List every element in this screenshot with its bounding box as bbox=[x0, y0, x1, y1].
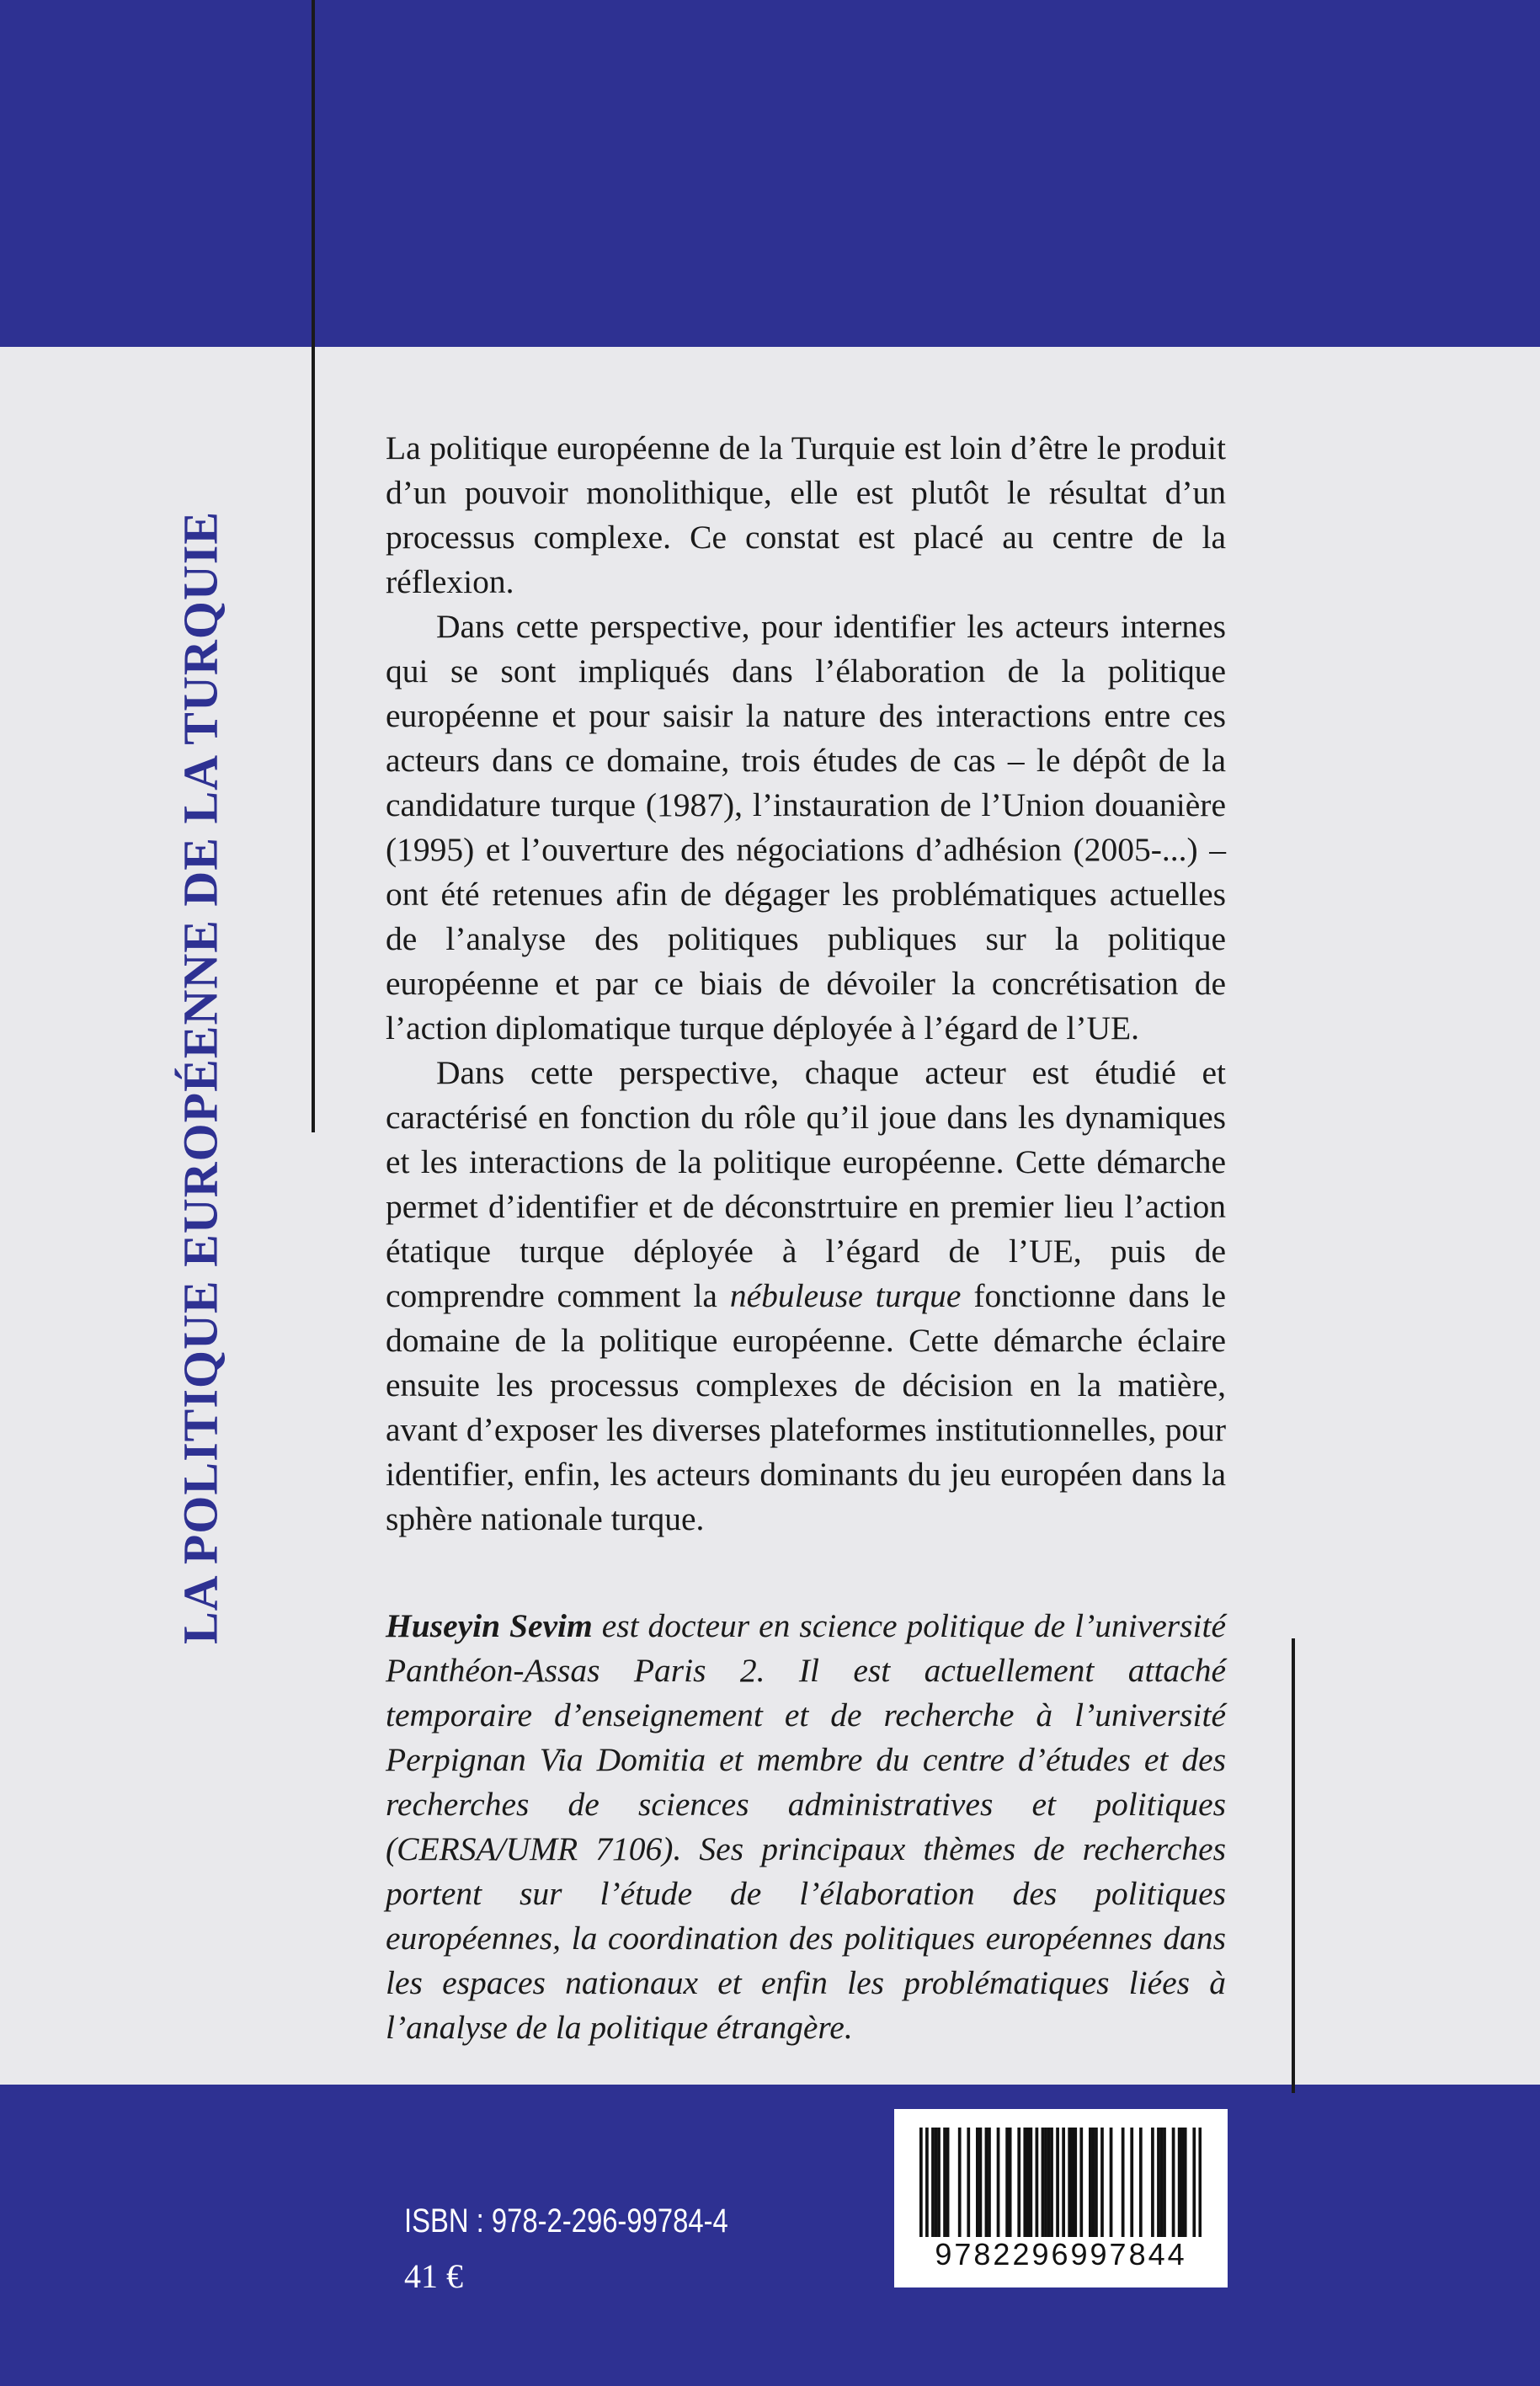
barcode-bar bbox=[943, 2128, 946, 2237]
right-vertical-rule bbox=[1292, 1638, 1295, 2093]
author-bio-text: est docteur en science politique de l’université Panthéon-Assas Paris 2. Il est actuellement attaché temporaire d’enseignement et de recherche à l’université Perpignan Via Domitia et membre du centre d’études et des recherches de sciences administratives et politiques (CERSA/UMR 7106). Ses principaux thèmes de recherches portent sur l’étude de l’élaboration des politiques européennes, la coordination des politiques européennes dans les espaces nationaux et enfin les problématiques liées à l’analyse de la politique étrangère. bbox=[386, 1607, 1226, 2046]
barcode-bar bbox=[1089, 2128, 1092, 2237]
author-name: Huseyin Sevim bbox=[386, 1607, 593, 1644]
summary-paragraph-3 bbox=[386, 1051, 1226, 1542]
barcode-bar bbox=[1023, 2128, 1026, 2237]
barcode-bar bbox=[985, 2128, 988, 2237]
author-bio-paragraph bbox=[386, 1604, 1226, 2050]
barcode-bar bbox=[1036, 2128, 1039, 2237]
isbn-text: ISBN : 978-2-296-99784-4 bbox=[404, 2202, 728, 2240]
price-text: 41 € bbox=[404, 2257, 463, 2295]
barcode-bar bbox=[1071, 2128, 1074, 2237]
barcode-digits: 9782296997844 bbox=[935, 2237, 1187, 2271]
barcode-bar bbox=[919, 2128, 923, 2237]
summary-paragraph-3-start: Dans cette perspective, chaque acteur est étudié et caractérisé en fonction du rôle qu’il joue dans les dynamiques et les interactions de la politique européenne. Cette démarche permet d’identifier et de déconstrtuire en premier lieu l’action étatique turque déployée à l’égard de l’UE, puis de comprendre comment la bbox=[386, 1054, 1226, 1314]
barcode-bar bbox=[1180, 2128, 1184, 2237]
barcode-bar bbox=[1122, 2128, 1125, 2237]
barcode-bar bbox=[1160, 2128, 1164, 2237]
barcode-bar bbox=[1139, 2128, 1143, 2237]
barcode-bar bbox=[1192, 2128, 1196, 2237]
barcode-bar bbox=[1163, 2128, 1166, 2237]
barcode-bar bbox=[1056, 2128, 1059, 2237]
barcode-bar bbox=[931, 2128, 935, 2237]
summary-paragraph-2: Dans cette perspective, pour identifier les acteurs internes qui se sont impliqués dans l’élaboration de la politique européenne et pour saisir la nature des interactions entre ces acteurs dans ce domaine, trois études de cas – le dépôt de la candidature turque (1987), l’instauration de l’Union douanière (1995) et l’ouverture des négociations d’adhésion (2005-...) – ont été retenues afin de dégager les problématiques actuelles de l’analyse des politiques publiques sur la politique européenne et par ce biais de dévoiler la concrétisation de l’action diplomatique turque déployée à l’égard de l’UE. bbox=[386, 608, 1226, 1047]
barcode-bar bbox=[1178, 2128, 1181, 2237]
barcode-bar bbox=[976, 2128, 979, 2237]
barcode-bar bbox=[925, 2128, 929, 2237]
barcode-bar bbox=[1110, 2128, 1113, 2237]
barcode-bar bbox=[1100, 2128, 1104, 2237]
barcode-bar bbox=[1062, 2128, 1065, 2237]
barcode-bar bbox=[1005, 2128, 1009, 2237]
barcode-bar bbox=[1009, 2128, 1012, 2237]
barcode-bars bbox=[919, 2128, 1202, 2237]
barcode-bar bbox=[1050, 2128, 1053, 2237]
summary-italic-term: nébuleuse turque bbox=[729, 1277, 962, 1314]
summary-paragraph-3-end: fonctionne dans le domaine de la politique européenne. Cette démarche éclaire ensuite les processus complexes de décision en la matière, avant d’exposer les diverses plateformes institutionnelles, pour identifier, enfin, les acteurs dominants du jeu européen dans la sphère nationale turque. bbox=[386, 1277, 1227, 1537]
top-color-band bbox=[0, 0, 1540, 347]
barcode-bar bbox=[1157, 2128, 1160, 2237]
barcode-bar bbox=[967, 2128, 970, 2237]
summary-paragraph-1: La politique européenne de la Turquie est loin d’être le produit d’un pouvoir monolithique, elle est plutôt le résultat d’un processus complexe. Ce constat est placé au centre de la réflexion. bbox=[386, 429, 1226, 600]
barcode-bar bbox=[958, 2128, 962, 2237]
bottom-color-band bbox=[0, 2085, 1540, 2386]
barcode-bar bbox=[937, 2128, 941, 2237]
barcode-bar bbox=[1074, 2128, 1077, 2237]
spine-title: LA POLITIQUE EUROPÉENNE DE LA TURQUIE bbox=[173, 510, 228, 1645]
barcode-bar bbox=[1184, 2128, 1187, 2237]
barcode-bar bbox=[1095, 2128, 1098, 2237]
author-bio bbox=[386, 1604, 1226, 2050]
back-cover-summary bbox=[386, 426, 1226, 1542]
barcode-bar bbox=[1068, 2128, 1071, 2237]
barcode-bar bbox=[1198, 2128, 1202, 2237]
barcode-bar bbox=[1017, 2128, 1020, 2237]
barcode bbox=[894, 2109, 1228, 2287]
barcode-bar bbox=[979, 2128, 983, 2237]
barcode-bar bbox=[997, 2128, 1000, 2237]
barcode-bar bbox=[1029, 2128, 1032, 2237]
barcode-bar bbox=[1047, 2128, 1051, 2237]
left-vertical-rule bbox=[312, 0, 315, 1132]
barcode-bar bbox=[1151, 2128, 1154, 2237]
barcode-bar bbox=[1092, 2128, 1095, 2237]
barcode-bar bbox=[1042, 2128, 1045, 2237]
barcode-bar bbox=[1026, 2128, 1030, 2237]
barcode-bar bbox=[1044, 2128, 1047, 2237]
barcode-bar bbox=[1079, 2128, 1083, 2237]
barcode-bar bbox=[946, 2128, 950, 2237]
barcode-bar bbox=[1130, 2128, 1133, 2237]
barcode-bar bbox=[988, 2128, 991, 2237]
barcode-bar bbox=[935, 2128, 938, 2237]
barcode-bar bbox=[1172, 2128, 1175, 2237]
